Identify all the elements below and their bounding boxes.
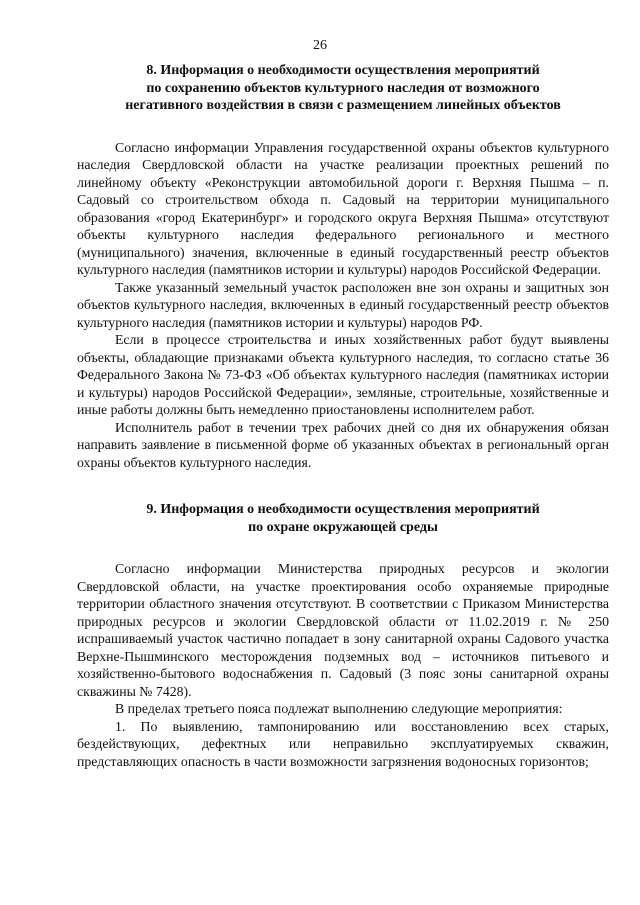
section-8-paragraph: Исполнитель работ в течении трех рабочих дней со дня их обнаружения обязан направить заявление в письменной форме об указанных объектах в региональный орган охраны объектов культурного наследия.: [77, 419, 609, 470]
section-8-paragraph: Согласно информации Управления государственной охраны объектов культурного наследия Свердловской области на участке реализации проектных решений по линейному объекту «Реконструкции автомобильной дороги г. Верхняя Пышма – п. Садовый со строительством обхода п. Садовый на территории муниципального образования «город Екатеринбург» и городского округа Верхняя Пышма» отсутствуют объекты культурного наследия федерального регионального и местного (муниципального) значения, включенные в единый государственный реестр объектов культурного наследия (памятников истории и культуры) народов Российской Федерации.: [77, 139, 609, 277]
page-content: [77, 62, 609, 770]
section-9-paragraph: Согласно информации Министерства природных ресурсов и экологии Свердловской области, на участке проектирования особо охраняемые природные территории областного значения отсутствуют. В соответствии с Приказом Министерства природных ресурсов и экологии Свердловской области от 11.02.2019 г. № 250 испрашиваемый участок частично попадает в зону санитарной охраны Садового участка Верхне-Пышминского месторождения подземных вод – источников питьевого и хозяйственно-бытового водоснабжения п. Садовый (3 пояс зоны санитарной охраны скважины № 7428).: [77, 561, 609, 699]
section-9-heading: [77, 501, 609, 536]
section-8-heading-line: по сохранению объектов культурного наследия от возможного: [146, 80, 540, 96]
section-9-heading-line: по охране окружающей среды: [248, 519, 438, 535]
section-9-heading-line: 9. Информация о необходимости осуществления мероприятий: [146, 502, 540, 517]
section-8-heading-line: 8. Информация о необходимости осуществления мероприятий: [146, 63, 540, 78]
section-9-paragraph: 1. По выявлению, тампонированию или восстановлению всех старых, бездействующих, дефектных или неправильно эксплуатируемых скважин, представляющих опасность в части возможности загрязнения водоносных горизонтов;: [77, 718, 609, 769]
section-8-heading: [77, 62, 609, 115]
section-8-heading-line: негативного воздействия в связи с размещением линейных объектов: [125, 98, 561, 113]
section-9-paragraph: В пределах третьего пояса подлежат выполнению следующие мероприятия:: [115, 701, 563, 716]
page-number: 26: [313, 38, 327, 53]
section-8-paragraph: Если в процессе строительства и иных хозяйственных работ будут выявлены объекты, обладающие признаками объекта культурного наследия, то согласно статье 36 Федерального Закона № 73-ФЗ «Об объектах культурного наследия (памятниках истории и культуры) народов Российской Федерации», земляные, строительные, хозяйственные и иные работы должны быть немедленно приостановлены исполнителем работ.: [77, 332, 609, 417]
section-8-paragraph: Также указанный земельный участок расположен вне зон охраны и защитных зон объектов культурного наследия, включенных в единый государственный реестр объектов культурного наследия (памятников истории и культуры) народов РФ.: [77, 279, 609, 330]
